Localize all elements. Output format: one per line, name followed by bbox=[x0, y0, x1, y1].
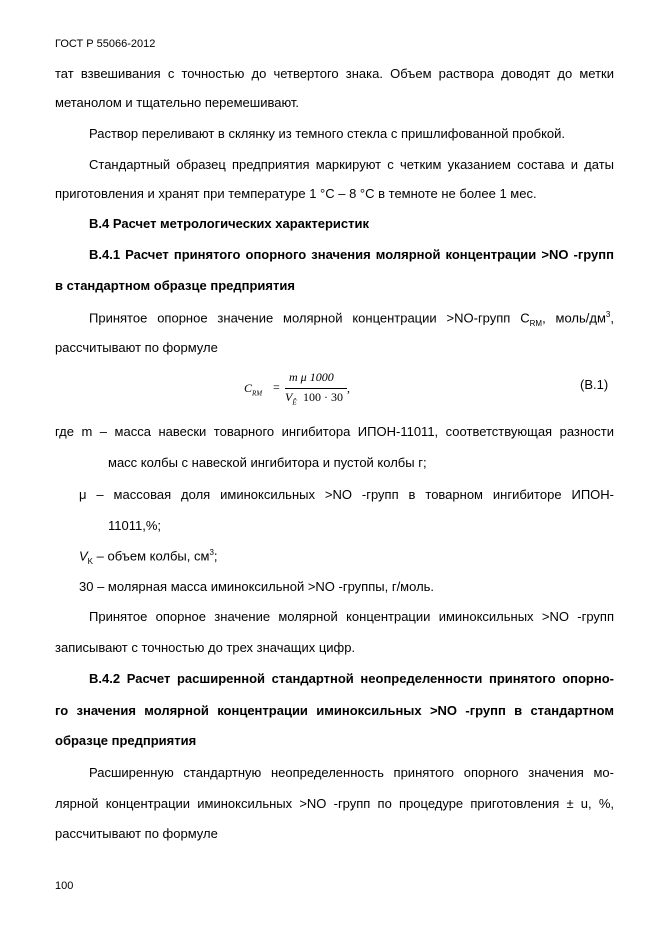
paragraph-line: метанолом и тщательно перемешивают. bbox=[55, 95, 300, 110]
definition-line bbox=[79, 548, 218, 566]
superscript: 3 bbox=[209, 548, 214, 557]
paragraph-line: рассчитывают по формуле bbox=[55, 340, 218, 355]
paragraph-line: Раствор переливают в склянку из темного стекла с пришлифованной пробкой. bbox=[89, 126, 566, 141]
text-span: – объем колбы, см bbox=[93, 548, 210, 564]
formula-denominator-v: $V_Ê$ bbox=[285, 390, 297, 407]
fraction-bar bbox=[285, 388, 347, 389]
subsection-heading: В.4.1 Расчет принятого опорного значения молярной концентрации >NO -групп bbox=[89, 247, 614, 262]
definition-line: масс колбы с навеской ингибитора и пустой колбы г; bbox=[108, 455, 427, 470]
subsection-heading: образце предприятия bbox=[55, 733, 197, 748]
text-span: V bbox=[79, 548, 88, 564]
section-heading: В.4 Расчет метрологических характеристик bbox=[89, 216, 370, 231]
subscript: RM bbox=[529, 318, 543, 328]
text-span: , bbox=[610, 310, 614, 326]
definition-line: 30 – молярная масса иминоксильной >NO -группы, г/моль. bbox=[79, 579, 435, 594]
text-span: ; bbox=[213, 548, 218, 564]
subsection-heading: в стандартном образце предприятия bbox=[55, 278, 295, 293]
text-span: Принятое опорное значение молярной концентрации >NO-групп C bbox=[89, 310, 530, 326]
formula-comma: , bbox=[347, 381, 350, 395]
formula-denominator: 100 · 30 bbox=[303, 390, 343, 404]
formula-equals: = bbox=[273, 380, 280, 394]
subsection-heading: го значения молярной концентрации иминоксильных >NO -групп в стандартном bbox=[55, 703, 614, 718]
paragraph-line: лярной концентрации иминоксильных >NO -групп по процедуре приготовления ± u, %, bbox=[55, 796, 614, 811]
document-header: ГОСТ Р 55066-2012 bbox=[55, 38, 156, 50]
paragraph-line: Стандартный образец предприятия маркируют с четким указанием состава и даты bbox=[89, 157, 614, 172]
formula-numerator: m μ 1000 bbox=[289, 370, 334, 384]
subsection-heading: В.4.2 Расчет расширенной стандартной неопределенности принятого опорно- bbox=[89, 671, 614, 686]
definition-line: μ – массовая доля иминоксильных >NO -групп в товарном ингибиторе ИПОН- bbox=[79, 487, 614, 502]
formula-lhs: $C_{RM}$ bbox=[244, 381, 263, 398]
text-span: , моль/дм bbox=[542, 310, 606, 326]
paragraph-line bbox=[89, 310, 614, 328]
superscript: 3 bbox=[605, 310, 611, 319]
paragraph-line: приготовления и хранят при температуре 1 °С – 8 °С в темноте не более 1 мес. bbox=[55, 186, 537, 201]
paragraph-line: Расширенную стандартную неопределенность принятого опорного значения мо- bbox=[89, 765, 614, 780]
paragraph-line: записывают с точностью до трех значащих цифр. bbox=[55, 640, 356, 655]
definition-line: где m – масса навески товарного ингибитора ИПОН-11011, соответствующая разности bbox=[55, 424, 614, 439]
paragraph-line: Принятое опорное значение молярной концентрации иминоксильных >NO -групп bbox=[89, 609, 614, 624]
formula-number: (В.1) bbox=[580, 377, 609, 392]
page-number: 100 bbox=[55, 880, 74, 892]
definition-line: 11011,%; bbox=[108, 518, 162, 533]
paragraph-line: тат взвешивания с точностью до четвертого знака. Объем раствора доводят до метки bbox=[55, 66, 614, 81]
subscript: K bbox=[87, 556, 94, 566]
paragraph-line: рассчитывают по формуле bbox=[55, 826, 218, 841]
